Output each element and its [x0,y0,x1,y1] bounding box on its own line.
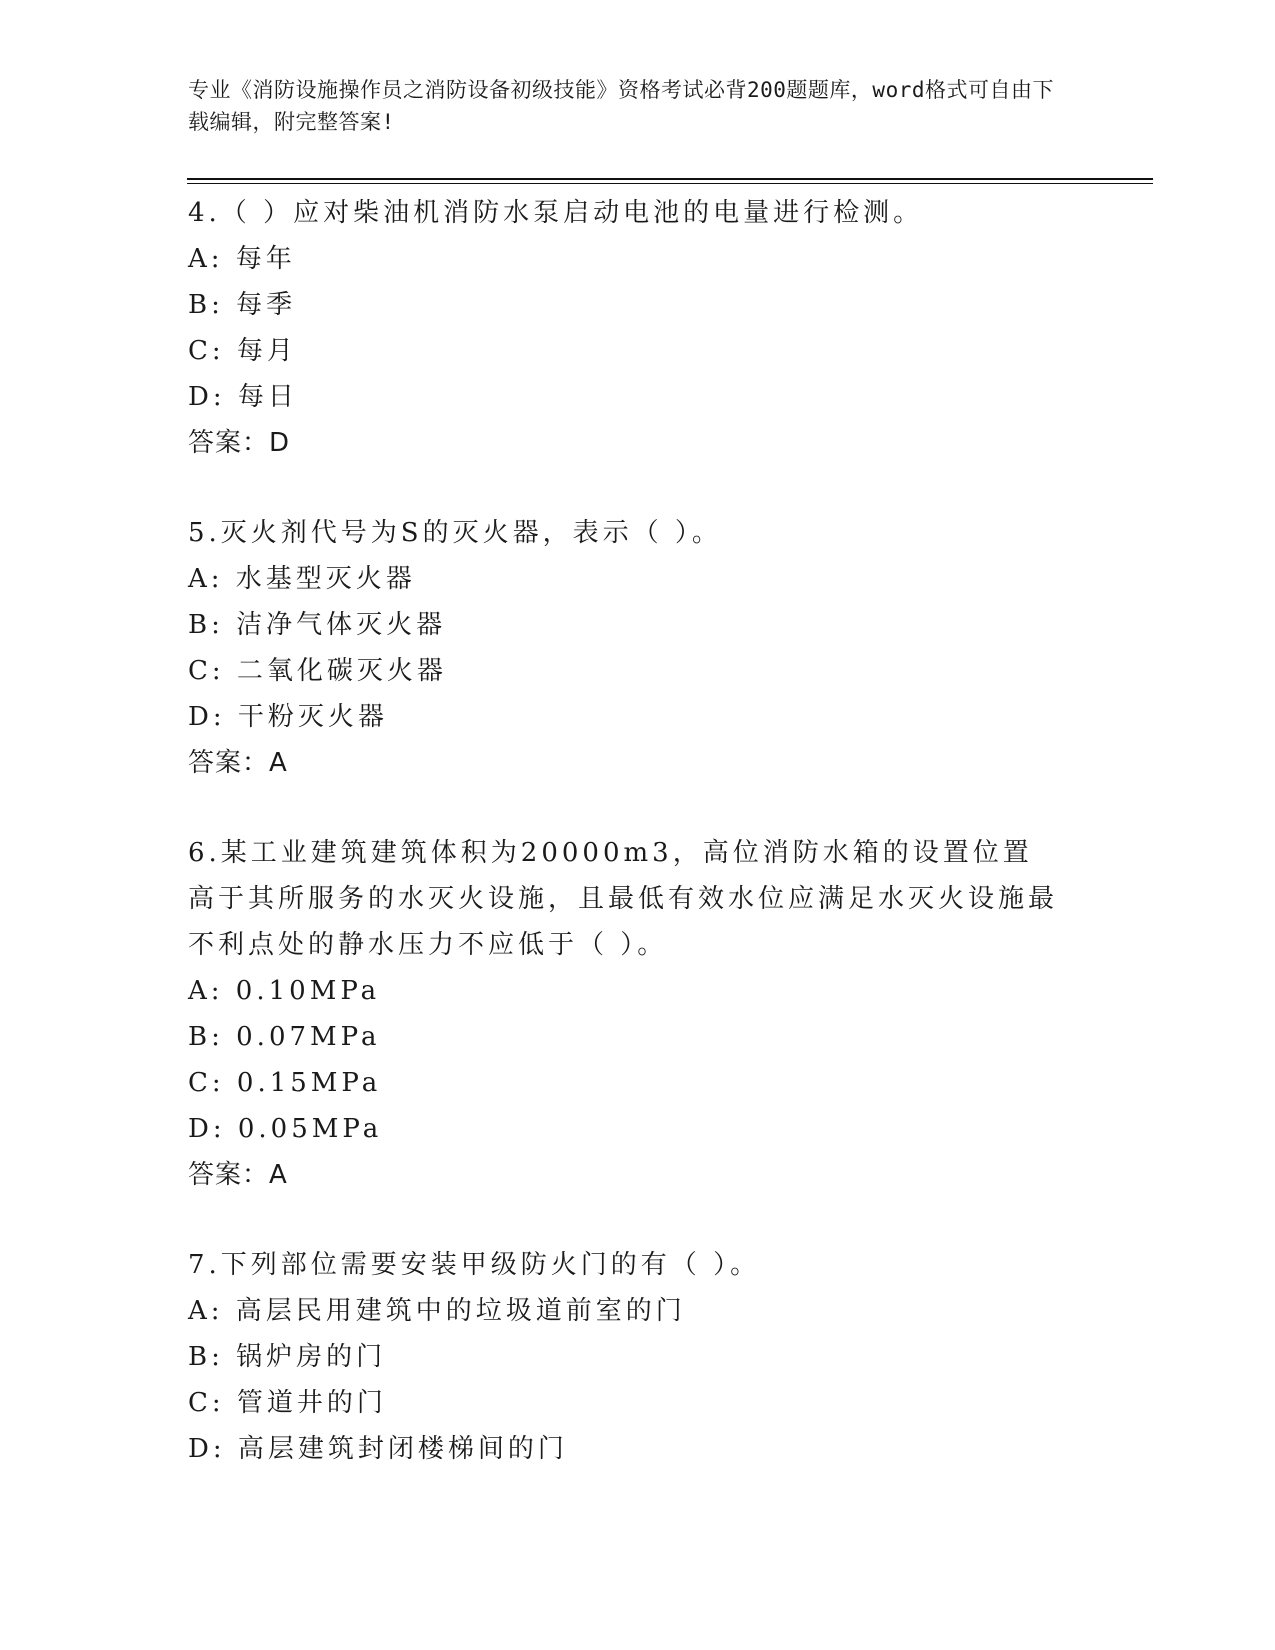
spacer [188,786,1088,830]
question-6 [188,830,1088,1198]
option-d: D: 0.05MPa [188,1114,383,1144]
option-c: C: 0.15MPa [188,1068,382,1098]
option-b: B: 洁净气体灭火器 [188,610,447,640]
option-b: B: 0.07MPa [188,1022,381,1052]
question-stem: 4.（ ）应对柴油机消防水泵启动电池的电量进行检测。 [188,198,924,228]
option-c: C: 每月 [188,336,297,366]
option-a: A: 高层民用建筑中的垃圾道前室的门 [188,1296,686,1326]
option-b: B: 每季 [188,290,297,320]
header-divider-thin [187,183,1153,184]
answer: 答案：A [188,1160,288,1190]
answer: 答案：D [188,428,291,458]
option-b: B: 锅炉房的门 [188,1342,387,1372]
question-5 [188,510,1088,786]
header-divider-thick [187,178,1153,180]
option-d: D: 每日 [188,382,298,412]
question-stem: 6.某工业建筑建筑体积为20000m3，高位消防水箱的设置位置高于其所服务的水灭火设施，且最低有效水位应满足水灭火设施最不利点处的静水压力不应低于（ ）。 [188,838,1059,960]
header-text: 专业《消防设施操作员之消防设备初级技能》资格考试必背200题题库，word格式可自由下载编辑，附完整答案! [188,78,1054,134]
document-header [188,74,1068,138]
option-a: A: 每年 [188,244,296,274]
question-stem: 7.下列部位需要安装甲级防火门的有（ ）。 [188,1250,761,1280]
option-a: A: 0.10MPa [188,976,381,1006]
answer: 答案：A [188,748,288,778]
option-a: A: 水基型灭火器 [188,564,416,594]
spacer [188,466,1088,510]
question-list [188,190,1088,1472]
question-7 [188,1242,1088,1472]
option-d: D: 干粉灭火器 [188,702,388,732]
option-d: D: 高层建筑封闭楼梯间的门 [188,1434,568,1464]
question-stem: 5.灭火剂代号为S的灭火器，表示（ ）。 [188,518,722,548]
spacer [188,1198,1088,1242]
option-c: C: 二氧化碳灭火器 [188,656,447,686]
question-4 [188,190,1088,466]
option-c: C: 管道井的门 [188,1388,387,1418]
